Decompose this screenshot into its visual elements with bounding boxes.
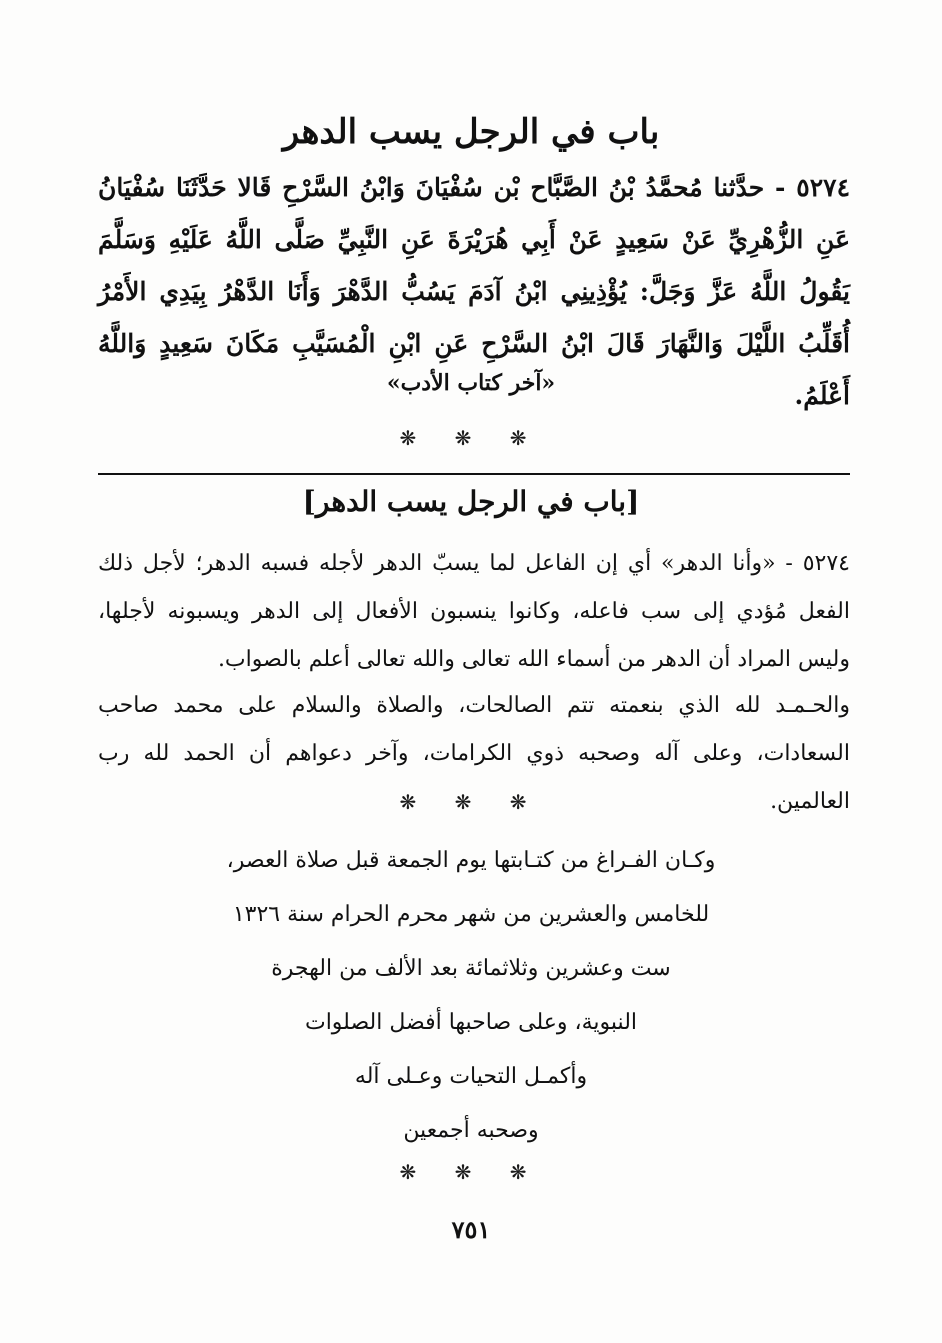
colophon-line: النبوية، وعلى صاحبها أفضل الصلوات (304, 1010, 638, 1035)
commentary-heading: [باب في الرجل يسب الدهر] (302, 485, 640, 518)
colophon-line: وأكمـل التحيات وعـلى آله (354, 1064, 588, 1089)
colophon-line: ست وعشرين وثلاثمائة بعد الألف من الهجرة (271, 956, 671, 981)
page-number: ٧٥١ (451, 1215, 491, 1244)
ornament-stars: ❋ ❋ ❋ (399, 1160, 543, 1184)
commentary-paragraph: ٥٢٧٤ - «وأنا الدهر» أي إن الفاعل لما يسبّ الدهر لأجله فسبه الدهر؛ لأجل ذلك الفعل مُؤدي إلى سب فاعله، وكانوا ينسبون الأفعال إلى الدهر ويسبونه لأجلها، وليس المراد أن الدهر من أسماء الله تعالى والله تعالى أعلم بالصواب. (98, 551, 850, 672)
closing-praise-paragraph: والحـمـد لله الذي بنعمته تتم الصالحات، والصلاة والسلام على محمد صاحب السعادات، وعلى آله وصحبه ذوي الكرامات، وآخر دعواهم أن الحمد لله رب العالمين. (98, 693, 851, 814)
hadith-paragraph: ٥٢٧٤ - حدَّثنا مُحمَّدُ بْنُ الصَّبَّاح بْن سُفْيَانَ وَابْنُ السَّرْحِ قَالا حَدَّثَنَا سُفْيَانُ عَنِ الزُّهْرِيِّ عَنْ سَعِيدٍ عَنْ أَبِي هُرَيْرَةَ عَنِ النَّبِيِّ صَلَّى اللَّهُ عَلَيْهِ وَسَلَّمَ يَقُولُ اللَّهُ عَزَّ وَجَلَّ: يُؤْذِينِي ابْنُ آدَمَ يَسُبُّ الدَّهْرَ وَأَنَا الدَّهْرُ بِيَدِي الأَمْرُ أُقَلِّبُ اللَّيْلَ وَالنَّهَارَ قَالَ ابْنُ السَّرْحِ عَنِ ابْنِ الْمُسَيَّبِ مَكَانَ سَعِيدٍ وَاللَّهُ أَعْلَمُ. (98, 173, 850, 410)
section-divider (98, 473, 850, 475)
ornament-stars: ❋ ❋ ❋ (399, 790, 543, 814)
colophon-line: وكـان الفـراغ من كتـابتها يوم الجمعة قبل صلاة العصر، (226, 848, 716, 873)
ornament-stars: ❋ ❋ ❋ (399, 426, 543, 450)
colophon (0, 834, 942, 1158)
colophon-line: وصحبه أجمعين (403, 1118, 539, 1143)
colophon-line: للخامس والعشرين من شهر محرم الحرام سنة ١٣٢٦ (232, 902, 710, 927)
end-of-book-label: «آخر كتاب الأدب» (386, 370, 556, 396)
chapter-heading: باب في الرجل يسب الدهر (282, 112, 660, 152)
